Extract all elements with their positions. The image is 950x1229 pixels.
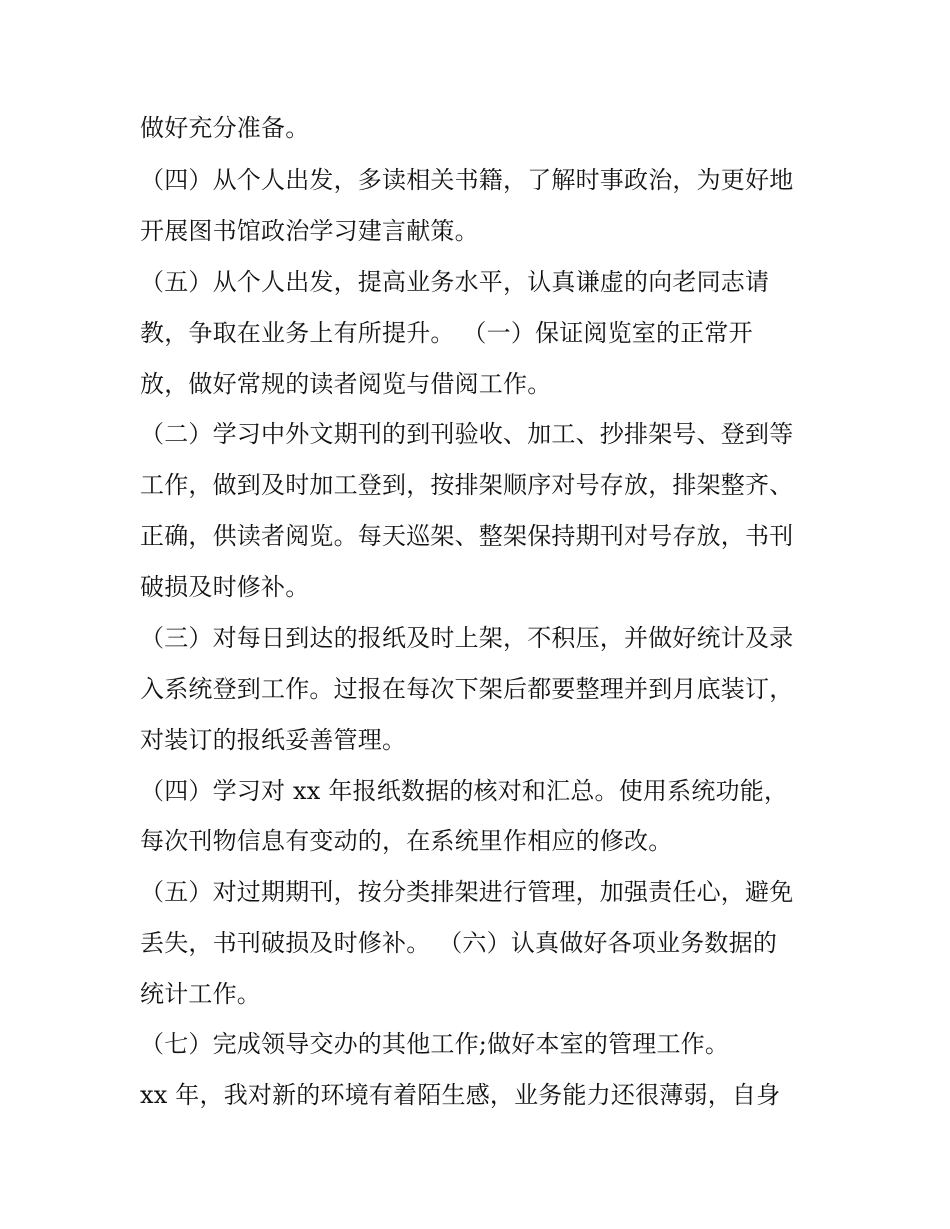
text-line: （四）学习对 xx 年报纸数据的核对和汇总。使用系统功能， [140, 777, 789, 805]
text-line: 统计工作。 [140, 980, 261, 1008]
text-line: （四）从个人出发，多读相关书籍，了解时事政治，为更好地 [140, 166, 794, 194]
text-line: （二）学习中外文期刊的到刊验收、加工、抄排架号、登到等 [140, 420, 794, 448]
text-line: 工作，做到及时加工登到，按排架顺序对号存放，排架整齐、 [140, 471, 794, 499]
text-line: （五）对过期期刊，按分类排架进行管理，加强责任心，避免 [140, 878, 794, 906]
text-line: 做好充分准备。 [140, 114, 310, 142]
text-line: 开展图书馆政治学习建言献策。 [140, 217, 479, 245]
text-line: 教，争取在业务上有所提升。 （一）保证阅览室的正常开 [140, 319, 753, 347]
text-line: 对装订的报纸妥善管理。 [140, 726, 407, 754]
text-line: 丢失，书刊破损及时修补。 （六）认真做好各项业务数据的 [140, 929, 778, 957]
text-line: （七）完成领导交办的其他工作;做好本室的管理工作。 [140, 1030, 730, 1058]
text-line: 破损及时修补。 [140, 573, 310, 601]
text-line: 正确，供读者阅览。每天巡架、整架保持期刊对号存放，书刊 [140, 522, 794, 550]
text-line: xx 年，我对新的环境有着陌生感，业务能力还很薄弱，自身 [140, 1081, 781, 1109]
text-line: 每次刊物信息有变动的，在系统里作相应的修改。 [140, 827, 673, 855]
text-line: （五）从个人出发，提高业务水平，认真谦虚的向老同志请 [140, 268, 770, 296]
text-line: 放，做好常规的读者阅览与借阅工作。 [140, 370, 552, 398]
text-line: （三）对每日到达的报纸及时上架，不积压，并做好统计及录 [140, 624, 794, 652]
text-line: 入系统登到工作。过报在每次下架后都要整理并到月底装订， [140, 675, 794, 703]
